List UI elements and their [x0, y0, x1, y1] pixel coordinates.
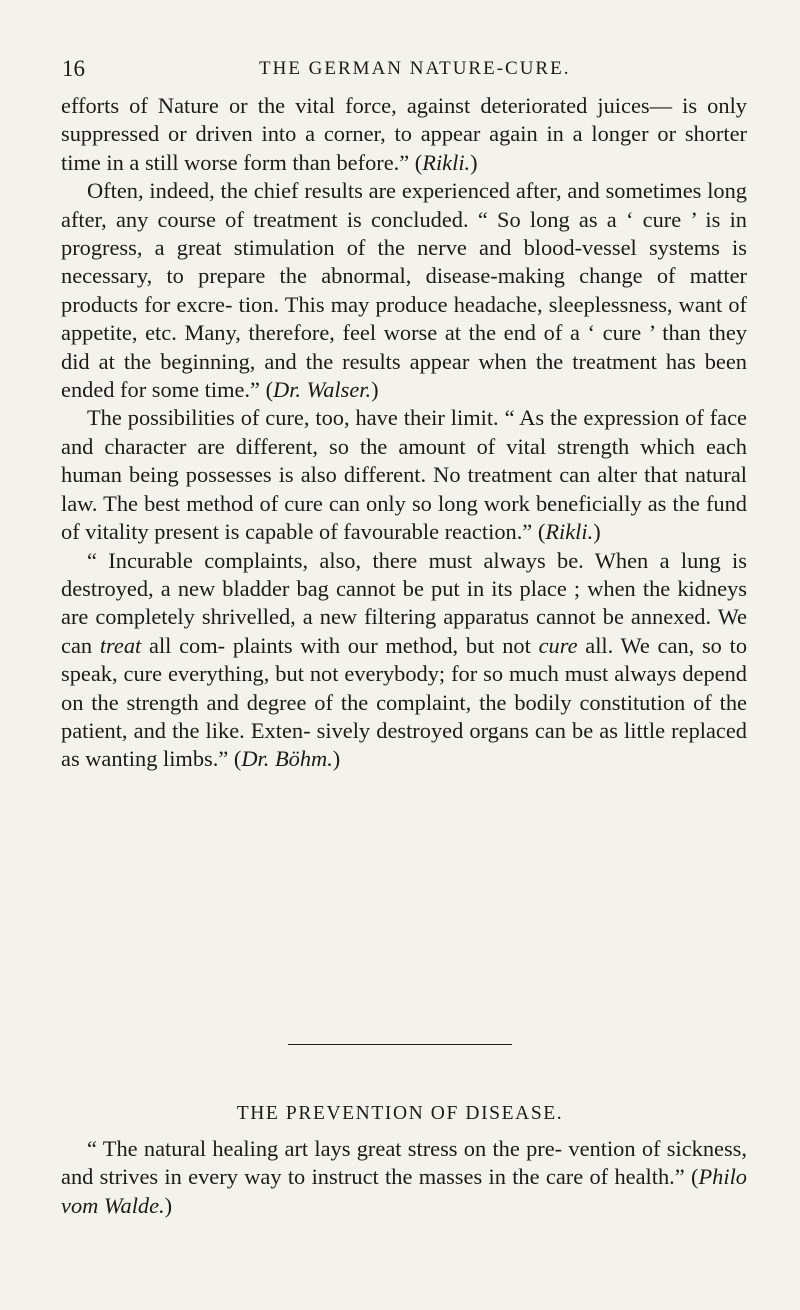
section-body-text [61, 1135, 747, 1220]
section-paragraph-text: “ The natural healing art lays great stress on the pre- vention of sickness, and strives in every way to instruct the masses in the care of health.” [61, 1136, 747, 1190]
paragraph-4-text-c: all. We can, so to speak, cure everything, but not everybody; for so much must always depend on the strength and degree of the complaint, the bodily constitution of the patient, and the like. Exten- sively destroyed organs can be as little replaced as wanting limbs.” [61, 632, 748, 772]
running-head [62, 56, 742, 86]
section-paragraph: “ The natural healing art lays great stress on the pre- vention of sickness, and strives in every way to instruct the masses in the care of health.” (Philo vom Walde.) [61, 1136, 747, 1218]
paragraph-4-emphasis-treat: treat [99, 632, 142, 658]
page-number: 16 [62, 56, 85, 81]
paragraph-4: “ Incurable complaints, also, there must always be. When a lung is destroyed, a new bladder bag cannot be put in its place ; when the kidneys are completely shrivelled, a new filtering apparatus cannot be annexed. We can treat all com- plaints with our method, but not cure all. We can, so to speak, cure everything, but not everybody; for so much must always depend on the strength and degree of the complaint, the bodily constitution of the patient, and the like. Exten- sively destroyed organs can be as little replaced as wanting limbs.” (Dr. Böhm.) [61, 547, 748, 772]
paragraph-4-text-a: “ Incurable complaints, also, there must always be. When a lung is destroyed, a new bladder bag cannot be put in its place ; when the kidneys are completely shrivelled, a new filtering apparatus cannot be annexed. We can [61, 547, 747, 658]
body-text [61, 92, 747, 774]
paragraph-4-text-b: all com- plaints with our method, but not [141, 632, 539, 658]
paragraph-2-text: Often, indeed, the chief results are experienced after, and sometimes long after, any course of treatment is concluded. “ So long as a ‘ cure ’ is in progress, a great stimulation of the nerve and blood-vessel systems is necessary, to prepare the abnormal, disease-making change of matter products for excre- tion. This may produce headache, sleeplessness, want of appetite, etc. Many, therefore, feel worse at the end of a ‘ cure ’ than they did at the beginning, and the results appear when the treatment has been ended for some time.” [61, 178, 747, 403]
paragraph-2: Often, indeed, the chief results are experienced after, and sometimes long after, any course of treatment is concluded. “ So long as a ‘ cure ’ is in progress, a great stimulation of the nerve and blood-vessel systems is necessary, to prepare the abnormal, disease-making change of matter products for excre- tion. This may produce headache, sleeplessness, want of appetite, etc. Many, therefore, feel worse at the end of a ‘ cure ’ than they did at the beginning, and the results appear when the treatment has been ended for some time.” (Dr. Walser.) [61, 178, 747, 403]
section-divider-rule [288, 1044, 512, 1045]
paragraph-2-citation: Dr. Walser. [273, 377, 372, 403]
paragraph-4-emphasis-cure: cure [538, 632, 578, 658]
section-citation: Philo vom Walde. [61, 1164, 747, 1218]
paragraph-3-citation: Rikli. [545, 519, 594, 545]
paragraph-1: efforts of Nature or the vital force, against deteriorated juices— is only suppressed or driven into a corner, to appear again in a longer or shorter time in a still worse form than before.” (Rikli.) [61, 93, 747, 175]
section-heading: THE PREVENTION OF DISEASE. [236, 1103, 564, 1124]
running-title: THE GERMAN NATURE-CURE. [259, 58, 571, 79]
paragraph-1-citation: Rikli. [422, 149, 471, 175]
paragraph-1-text: efforts of Nature or the vital force, against deteriorated juices— is only suppressed or driven into a corner, to appear again in a longer or shorter time in a still worse form than before.” [61, 93, 747, 175]
paragraph-4-citation: Dr. Böhm. [241, 746, 333, 772]
paragraph-3: The possibilities of cure, too, have their limit. “ As the expression of face and character are different, so the amount of vital strength which each human being possesses is also different. No treatment can alter that natural law. The best method of cure can only so long work beneficially as the fund of vitality present is capable of favourable reaction.” (Rikli.) [61, 405, 747, 545]
paragraph-3-text: The possibilities of cure, too, have their limit. “ As the expression of face and character are different, so the amount of vital strength which each human being possesses is also different. No treatment can alter that natural law. The best method of cure can only so long work beneficially as the fund of vitality present is capable of favourable reaction.” [61, 405, 747, 545]
